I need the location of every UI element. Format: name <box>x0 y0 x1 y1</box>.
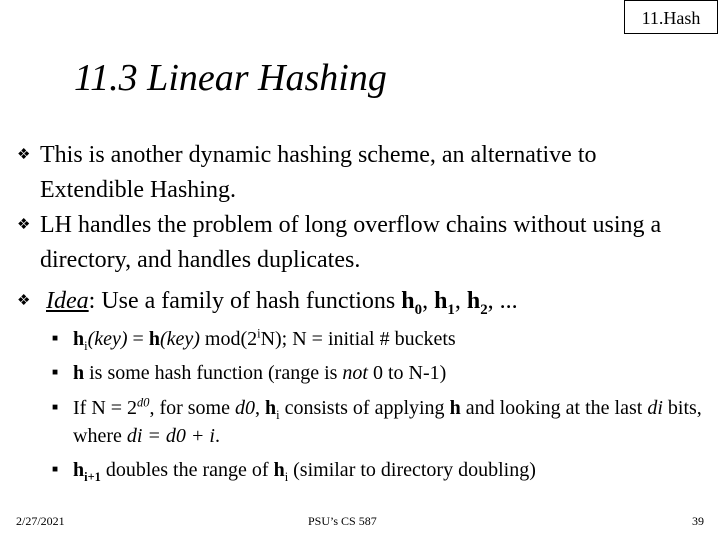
bullet-3: Idea: Use a family of hash functions $h_0$, $h_1$, $h_2$, ... <box>46 288 518 318</box>
idea-label: Idea <box>46 288 89 314</box>
square-bullet-icon: ■ <box>52 367 59 378</box>
square-bullet-icon: ■ <box>52 464 59 475</box>
checkmark-diamond-icon: ❖ <box>17 217 31 233</box>
square-bullet-icon: ■ <box>52 402 59 413</box>
sub-bullet-3: If $N = 2^{d0}$, for some d0, $h_i$ consists of applying h and looking at the last di bits, where di = d0 + i. <box>73 395 702 447</box>
bullet-2: LH handles the problem of long overflow chains without using a directory, and handles duplicates. <box>40 212 662 273</box>
square-bullet-icon: ■ <box>52 333 59 344</box>
footer-date: 2/27/2021 <box>16 514 65 528</box>
checkmark-diamond-icon: ❖ <box>17 147 31 163</box>
sub-bullet-2: h is some hash function (range is not 0 to N-1) <box>73 362 447 384</box>
slide-title: 11.3 Linear Hashing <box>74 57 387 99</box>
sub-bullet-4: $h_{i+1}$ doubles the range of $h_i$ (similar to directory doubling) <box>73 459 536 484</box>
bullet-1: This is another dynamic hashing scheme, an alternative to Extendible Hashing. <box>40 142 597 203</box>
footer-course: PSU’s CS 587 <box>308 514 377 528</box>
footer-page-number: 39 <box>692 514 704 528</box>
checkmark-diamond-icon: ❖ <box>17 293 31 309</box>
sub-bullet-1: $h_i(key) = h(key)$ mod(2$^i$N); N = initial # buckets <box>73 326 456 353</box>
section-tag: 11.Hash <box>624 0 718 34</box>
